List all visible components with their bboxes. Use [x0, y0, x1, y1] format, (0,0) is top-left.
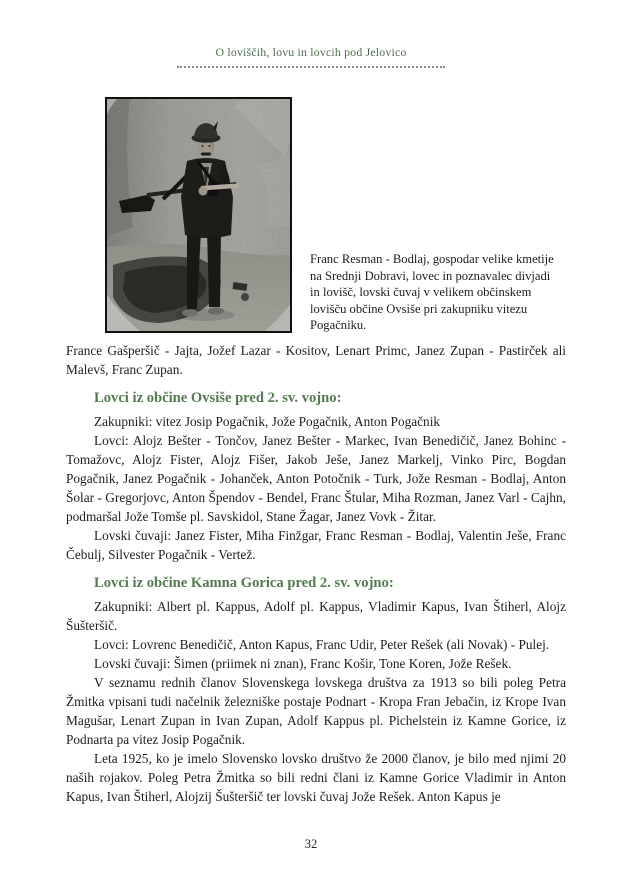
paragraph-seznam-1913: V seznamu rednih članov Slovenskega lovskega društva za 1913 so bili poleg Petra Žmitka vpisani tudi načelnik železniške postaje Podnart - Kropa Fran Jebačin, iz Krope Ivan Magušar, Lenart Zupan in Ivan Zupan, Adolf Kappus pl. Pichelstein iz Kamne Gorice, iz Podnarta pa vitez Josip Pogačnik. — [66, 675, 566, 747]
paragraph-lovci-kamna-gorica: Lovci: Lovrenc Benedičič, Anton Kapus, Franc Udir, Peter Rešek (ali Novak) - Pulej. — [94, 637, 550, 652]
running-header: O loviščih, lovu in lovcih pod Jelovico — [215, 45, 407, 59]
photo-caption: Franc Resman - Bodlaj, gospodar velike kmetije na Srednji Dobravi, lovec in poznavalec divjadi in lovišč, lovski čuvaj v velikem občinskem lovišču občine Ovsiše pri zakupniku vitezu Pogačniku. — [310, 252, 554, 333]
paragraph-lovski-cuvaji-kamna-gorica: Lovski čuvaji: Šimen (priimek ni znan), Franc Košir, Tone Koren, Jože Rešek. — [94, 656, 512, 671]
paragraph-lovski-cuvaji-ovsise: Lovski čuvaji: Janez Fister, Miha Finžgar, Franc Resman - Bodlaj, Valentin Ješe, Franc Čebulj, Silvester Pogačnik - Vertež. — [66, 528, 566, 562]
paragraph-continuation: France Gašperšič - Jajta, Jožef Lazar - Kositov, Lenart Primc, Janez Zupan - Pastirček ali Malevš, Franc Zupan. — [66, 343, 566, 377]
hunter-photo — [105, 97, 292, 333]
paragraph-leta-1925: Leta 1925, ko je imelo Slovensko lovsko društvo že 2000 članov, je bilo med njimi 20 naših rojakov. Poleg Petra Žmitka so bili redni člani iz Kamne Gorice Vladimir in Anton Kapus, Ivan Štiherl, Alojzij Šušteršič ter lovski čuvaj Jože Rešek. Anton Kapus je — [66, 751, 566, 804]
paragraph-zakupniki-ovsise: Zakupniki: vitez Josip Pogačnik, Jože Pogačnik, Anton Pogačnik — [94, 414, 441, 429]
page-number: 32 — [304, 837, 318, 851]
paragraph-zakupniki-kamna-gorica: Zakupniki: Albert pl. Kappus, Adolf pl. Kappus, Vladimir Kapus, Ivan Štiherl, Alojz Šušteršič. — [66, 599, 566, 633]
paragraph-lovci-ovsise: Lovci: Alojz Bešter - Tončov, Janez Bešter - Markec, Ivan Benedičič, Janez Bohinc - Tomažovc, Alojz Fister, Alojz Fišer, Jakob Ješe, Janez Markelj, Vinko Pirc, Bogdan Pogačnik, Janez Pogačnik - Johanček, Anton Potočnik - Turk, Jože Resman - Bodlaj, Anton Šolar - Gregorjovc, Anton Špendov - Bendel, Franc Štular, Miha Rozman, Janez Varl - Cajhn, podmaršal Jože Tomše pl. Savskidol, Stane Žagar, Janez Vovk - Žitar. — [66, 433, 566, 524]
hunter-photo-illustration — [105, 97, 292, 333]
section-heading-kamna-gorica: Lovci iz občine Kamna Gorica pred 2. sv. vojno: — [94, 575, 394, 591]
dotted-rule — [177, 53, 445, 68]
body-text — [66, 341, 566, 806]
section-heading-ovsise: Lovci iz občine Ovsiše pred 2. sv. vojno: — [94, 390, 342, 406]
